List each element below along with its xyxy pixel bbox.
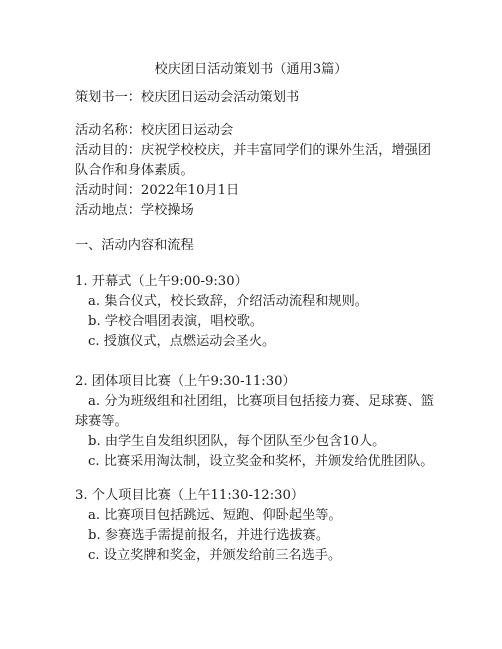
- activity-place: 活动地点：学校操场: [75, 203, 194, 218]
- item-3-sub-a: a. 比赛项目包括跳远、短跑、仰卧起坐等。: [88, 508, 342, 523]
- item-1: [75, 272, 440, 352]
- item-3-sub-b: b. 参赛选手需提前报名，并进行选拔赛。: [88, 528, 330, 543]
- item-1-sub-b: b. 学校合唱团表演，唱校歌。: [88, 314, 264, 329]
- item-1-sub-c: c. 授旗仪式，点燃运动会圣火。: [88, 334, 276, 349]
- item-3-sub-c: c. 设立奖牌和奖金，并颁发给前三名选手。: [88, 548, 342, 563]
- item-1-sub-a: a. 集合仪式，校长致辞，介绍活动流程和规则。: [88, 294, 368, 309]
- section-heading: [75, 236, 440, 256]
- item-3-heading: 3. 个人项目比赛（上午11:30-12:30）: [75, 488, 305, 503]
- activity-time: 活动时间：2022年10月1日: [75, 183, 240, 198]
- section-heading-text: 一、活动内容和流程: [75, 238, 194, 253]
- document-title: 校庆团日活动策划书（通用3篇）: [154, 62, 348, 77]
- activity-name: 活动名称：校庆团日运动会: [75, 123, 234, 138]
- item-2-sub-a: a. 分为班级组和社团组，比赛项目包括接力赛、足球赛、篮球赛等。: [75, 394, 434, 429]
- activity-purpose: 活动目的：庆祝学校校庆，并丰富同学们的课外生活，增强团队合作和身体素质。: [75, 143, 432, 178]
- item-2: [75, 372, 440, 472]
- item-2-sub-c: c. 比赛采用淘汰制，设立奖金和奖杯，并颁发给优胜团队。: [88, 454, 434, 469]
- activity-info: [75, 121, 440, 221]
- plan-heading: [75, 88, 440, 108]
- item-3: [75, 486, 440, 566]
- item-1-heading: 1. 开幕式（上午9:00-9:30）: [75, 274, 248, 289]
- plan-heading-text: 策划书一：校庆团日运动会活动策划书: [75, 90, 300, 105]
- item-2-sub-b: b. 由学生自发组织团队，每个团队至少包含10人。: [88, 434, 386, 449]
- item-2-heading: 2. 团体项目比赛（上午9:30-11:30）: [75, 374, 296, 389]
